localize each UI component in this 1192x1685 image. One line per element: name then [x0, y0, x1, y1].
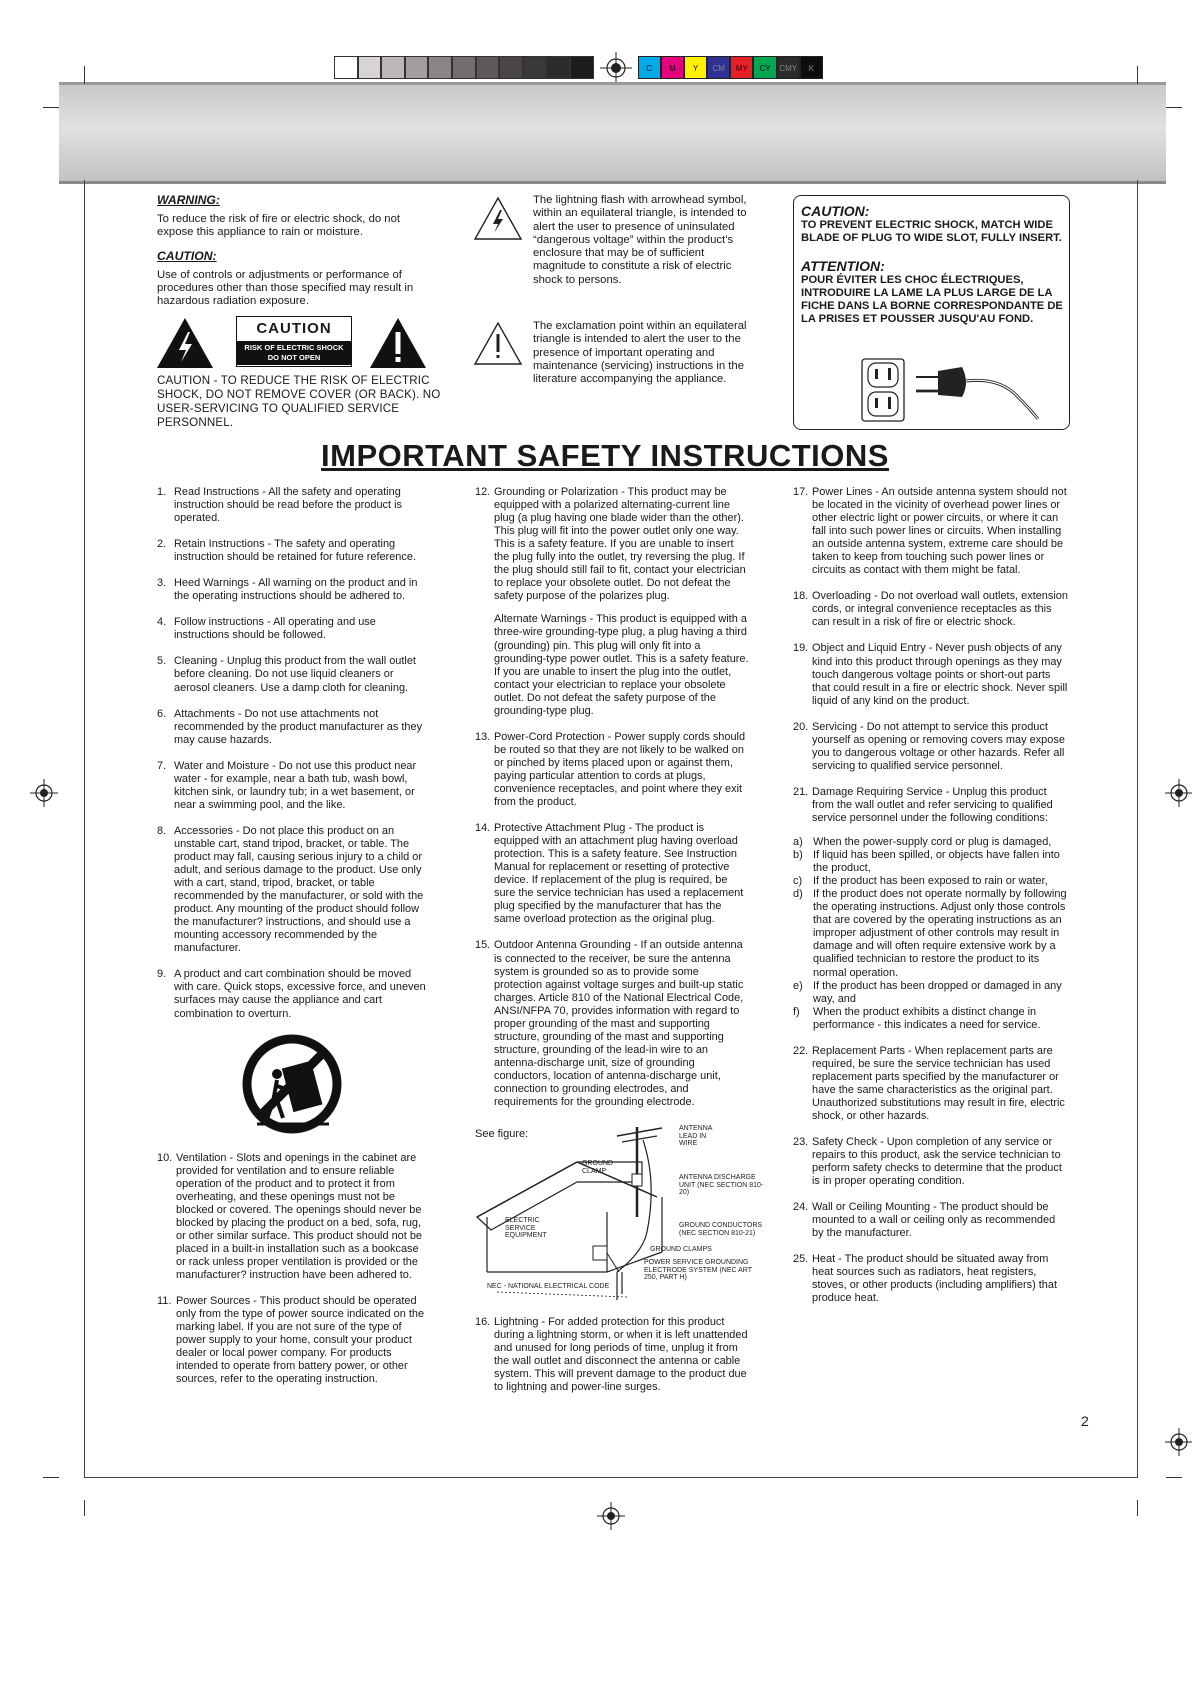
caution-caption: CAUTION - TO REDUCE THE RISK OF ELECTRIC SHOCK, DO NOT REMOVE COVER (OR BACK). NO USER-SERVICING TO QUALIFIED SERVICE PERSONNEL. — [157, 374, 441, 429]
warning-text: To reduce the risk of fire or electric shock, do not expose this appliance to rain or moisture. — [157, 213, 400, 239]
list-item-number: 24. — [793, 1201, 809, 1214]
list-item — [475, 731, 749, 809]
color-swatch: K — [800, 56, 823, 79]
list-item-number: 7. — [157, 759, 167, 772]
list-item-number: 17. — [793, 486, 809, 498]
list-item-text: A product and cart combination should be moved with care. Quick stops, excessive force, and uneven surfaces may cause the appliance and cart combination to overturn. — [174, 968, 426, 1020]
list-item-number: 5. — [157, 655, 167, 668]
list-item-text: Lightning - For added protection for this product during a lightning storm, or when it is left unattended and unused for long periods of time, unplug it from the wall outlet and disconnect the antenna or cable system. This will prevent damage to the product due to lightning and power-line surges. — [494, 1316, 748, 1394]
page-title: IMPORTANT SAFETY INSTRUCTIONS — [321, 438, 889, 473]
plug-caution-box — [793, 195, 1070, 430]
list-item-number: 2. — [157, 538, 167, 551]
registration-mark-icon — [30, 779, 58, 807]
frame-right-line — [1137, 180, 1138, 1477]
list-item-number: 3. — [157, 577, 167, 590]
crop-mark — [43, 1477, 59, 1478]
list-item-text: Read Instructions - All the safety and operating instruction should be read before the product is operated. — [174, 486, 403, 525]
condition-item — [793, 875, 1068, 888]
figure-label-power-service: POWER SERVICE GROUNDING ELECTRODE SYSTEM (NEC ART 250, PART H) — [644, 1259, 752, 1282]
figure-label-antenna-lead: ANTENNA LEAD IN WIRE — [679, 1125, 713, 1148]
list-item — [793, 590, 1068, 629]
gray-swatch — [523, 56, 547, 79]
list-item — [475, 939, 749, 1109]
crop-mark — [84, 66, 85, 84]
list-item — [793, 1253, 1068, 1305]
color-swatch: MY — [730, 56, 753, 79]
warning-label: WARNING: — [157, 193, 220, 207]
exclamation-description: The exclamation point within an equilateral triangle is intended to alert the user to the presence of important operating and maintenance (servicing) instructions in the literature accompanying the appliance. — [533, 320, 747, 386]
list-item — [157, 708, 430, 747]
gray-swatch — [476, 56, 500, 79]
list-item-number: 9. — [157, 968, 167, 981]
list-item-number: 11. — [157, 1295, 172, 1308]
list-item — [157, 760, 430, 812]
grayscale-swatches — [334, 56, 594, 79]
list-item-text: Damage Requiring Service - Unplug this product from the wall outlet and refer servicing to qualified service personnel under the following conditions: — [812, 785, 1053, 824]
list-item-text: Grounding or Polarization - This product may be equipped with a polarized alternating-current line plug (a plug having one blade wider than the other). This plug will fit into the power outlet only one way. This is a safety feature. If you are unable to insert the plug fully into the outlet, try reversing the plug. If the plug should still fail to fit, contact your electrician to replace your obsolete outlet. Do not defeat the safety purpose of the polarizes plug. — [494, 486, 746, 603]
condition-letter: b) — [793, 849, 803, 862]
caution-sign — [236, 316, 352, 367]
figure-label-nec-note: NEC - NATIONAL ELECTRICAL CODE — [487, 1283, 610, 1291]
list-item-text: Ventilation - Slots and openings in the cabinet are provided for ventilation and to ensure reliable operation of the product and to protect it from overheating, and these openings must not be blocked or covered. The openings should never be blocked by placing the product on a bed, sofa, rug, or other similar surface. This product should not be placed in a built-in installation such as a bookcase or rack unless proper ventilation is provided or the manufacturer? instruction have been adhered to. — [176, 1151, 423, 1281]
list-item-number: 8. — [157, 824, 167, 837]
figure-label-electric-service: ELECTRIC SERVICE EQUIPMENT — [505, 1217, 547, 1240]
list-item-number: 1. — [157, 486, 167, 498]
list-item-number: 20. — [793, 720, 809, 733]
registration-mark-icon — [1165, 779, 1192, 807]
list-item-text: Object and Liquid Entry - Never push objects of any kind into this product through openings as they may touch dangerous voltage points or short-out parts that could result in a fire or electric shock. Never spill liquid of any kind on the product. — [812, 642, 1068, 707]
gray-swatch — [405, 56, 429, 79]
attention-title: ATTENTION: — [801, 258, 885, 274]
list-item-text: Servicing - Do not attempt to service this product yourself as opening or removing covers may expose you to dangerous voltage or other hazards. Refer all servicing to qualified service personnel. — [812, 720, 1065, 772]
gray-swatch — [358, 56, 382, 79]
condition-letter: c) — [793, 875, 803, 888]
exclamation-triangle-icon — [368, 316, 428, 370]
list-item-text: Power-Cord Protection - Power supply cords should be routed so that they are not likely to be walked on or pinched by items placed upon or against them, paying particular attention to cords at plugs, convenience receptacles, and point where they exit from the product. — [494, 730, 746, 809]
list-item-number: 10. — [157, 1151, 173, 1164]
gray-swatch — [570, 56, 594, 79]
caution-box-title: CAUTION: — [801, 203, 870, 219]
list-item-text: Accessories - Do not place this product on an unstable cart, stand tripod, bracket, or table. The product may fall, causing serious injury to a child or adult, and serious damage to the product. Use only with a cart, stand, tripod, bracket, or table recommended by the manufacturer, or sold with the product. Any mounting of the product should follow the manufacturer? instructions, and should use a mounting accessory recommended by the manufacturer. — [174, 824, 424, 955]
page-number: 2 — [1081, 1413, 1089, 1429]
list-item-text: Power Sources - This product should be operated only from the type of power source indicated on the marking label. If you are not sure of the type of power supply to your home, consult your product dealer or local power company. For products intended to operate from battery power, or other sources, refer to the operating instruction. — [176, 1295, 425, 1386]
condition-letter: f) — [793, 1005, 800, 1018]
list-item — [157, 538, 430, 564]
alternate-warnings-text: Alternate Warnings - This product is equipped with a three-wire grounding-type plug, a plug having a third (grounding) pin. This plug will only fit into a grounding-type power outlet. This is a safety feature. If you are unable to insert the plug into the outlet, contact your electrician to replace your obsolete outlet. Do not defeat the safety purpose of the grounding-type plug. — [494, 613, 749, 717]
exclamation-outline-icon — [473, 321, 523, 366]
condition-letter: a) — [793, 836, 803, 849]
crop-mark — [1137, 66, 1138, 84]
condition-item — [793, 1006, 1068, 1032]
header-band — [59, 82, 1166, 184]
list-item — [157, 1152, 430, 1282]
condition-item — [793, 836, 1068, 849]
list-item — [793, 1045, 1068, 1123]
crop-mark — [43, 107, 59, 108]
outlet-plug-icon — [860, 357, 1040, 425]
column-3 — [793, 486, 1068, 1319]
list-item-text: Retain Instructions - The safety and operating instruction should be retained for future reference. — [174, 538, 416, 564]
list-item-text: Heed Warnings - All warning on the product and in the operating instructions should be adhered to. — [174, 577, 418, 603]
column-1 — [157, 486, 430, 1399]
list-item — [157, 825, 430, 955]
condition-text: When the product exhibits a distinct change in performance - this indicates a need for service. — [813, 1005, 1041, 1031]
list-item-text: Outdoor Antenna Grounding - If an outside antenna is connected to the receiver, be sure the antenna system is grounded so as to provide some protection against voltage surges and built-up static charges. Article 810 of the National Electrical Code, ANSI/NFPA 70, provides information with regard to proper grounding of the mast and supporting structure, grounding of the mast and supporting structure, grounding of the lead-in wire to an antenna-discharge unit, size of grounding conductors, location of antenna-discharge unit, connection to grounding electrodes, and requirements for the grounding electrode. — [494, 939, 744, 1109]
list-item — [793, 786, 1068, 825]
crop-mark — [1166, 107, 1182, 108]
condition-letter: d) — [793, 888, 803, 901]
color-swatch: CM — [707, 56, 730, 79]
gray-swatch — [546, 56, 570, 79]
list-item-number: 25. — [793, 1253, 809, 1266]
registration-mark-icon — [597, 1502, 625, 1530]
condition-text: If the product does not operate normally by following the operating instructions. Adjust only those controls that are covered by the operating instructions as an improper adjustment of other controls may result in damage and will often require extensive work by a qualified technician to restore the product to its normal operation. — [813, 888, 1067, 979]
gray-swatch — [428, 56, 452, 79]
warning-section — [157, 193, 429, 318]
frame-left-line — [84, 180, 85, 1477]
figure-label-ground-conductors: GROUND CONDUCTORS (NEC SECTION 810-21) — [679, 1222, 763, 1237]
column-2 — [475, 486, 764, 1407]
cart-tipover-icon — [237, 1034, 347, 1134]
condition-text: If the product has been exposed to rain or water, — [813, 875, 1048, 888]
list-item — [157, 655, 430, 694]
condition-item — [793, 888, 1068, 979]
list-item-number: 14. — [475, 822, 491, 835]
condition-item — [793, 849, 1068, 875]
color-swatch: CMY — [777, 56, 800, 79]
caution-box-body: TO PREVENT ELECTRIC SHOCK, MATCH WIDE BLADE OF PLUG TO WIDE SLOT, FULLY INSERT. — [801, 219, 1062, 244]
condition-letter: e) — [793, 979, 803, 992]
list-item: 12. Grounding or Polarization - This product may be equipped with a polarized alternating-current line plug (a plug having one blade wider than the other). This plug will fit into the power outlet only one way. This is a safety feature. If you are unable to insert the plug fully into the outlet, try reversing the plug. If the plug should still fail to fit, contact your electrician to replace your obsolete outlet. Do not defeat the safety purpose of the polarizes plug. — [475, 486, 746, 603]
list-item-text: Overloading - Do not overload wall outlets, extension cords, or integral convenience receptacles as this can result in a risk of fire or electric shock. — [812, 590, 1068, 629]
list-item-number: 21. — [793, 785, 809, 798]
list-item — [157, 1295, 430, 1386]
list-item-number: 6. — [157, 707, 167, 720]
lightning-triangle-icon — [155, 316, 215, 370]
list-item-number: 23. — [793, 1136, 809, 1149]
color-swatch: Y — [684, 56, 707, 79]
caution-sign-line2: DO NOT OPEN — [267, 353, 321, 362]
color-swatch: M — [661, 56, 684, 79]
caution-sign-banner — [237, 341, 351, 365]
list-item — [157, 616, 430, 642]
list-item — [793, 642, 1068, 707]
list-item-number: 4. — [157, 616, 167, 629]
color-swatch: CY — [753, 56, 776, 79]
list-item-text: Attachments - Do not use attachments not recommended by the product manufacturer as they may cause hazards. — [174, 707, 423, 746]
see-figure-label: See figure: — [475, 1128, 529, 1141]
gray-swatch — [334, 56, 358, 79]
list-item-text: Follow instructions - All operating and use instructions should be followed. — [174, 616, 376, 642]
list-item — [157, 577, 430, 603]
condition-text: If the product has been dropped or damaged in any way, and — [813, 979, 1062, 1005]
list-item-number: 19. — [793, 642, 809, 655]
condition-item — [793, 980, 1068, 1006]
caution-label: CAUTION: — [157, 249, 217, 264]
attention-body: POUR ÉVITER LES CHOC ÉLECTRIQUES, INTRODUIRE LA LAME LA PLUS LARGE DE LA FICHE DANS LA BORNE CORRESPONDANTE DE LA PRISES ET POUSSER JUSQU'AU FOND. — [801, 274, 1063, 325]
lightning-outline-icon — [473, 196, 523, 241]
list-item-number: 13. — [475, 730, 491, 743]
list-item — [793, 1136, 1068, 1188]
crop-mark — [1166, 1477, 1182, 1478]
color-swatches — [638, 56, 824, 79]
list-item — [475, 822, 749, 926]
list-item: 16. Lightning - For added protection for this product during a lightning storm, or when it is left unattended and unused for long periods of time, unplug it from the wall outlet and disconnect the antenna or cable system. This will prevent damage to the product due to lightning and power-line surges. — [475, 1316, 748, 1394]
lightning-description: The lightning flash with arrowhead symbol, within an equilateral triangle, is intended to alert the user to presence of uninsulated “dangerous voltage” within the product’s enclosure that may be of sufficient magnitude to constitute a risk of electric shock to persons. — [533, 194, 747, 286]
registration-mark-icon — [600, 52, 632, 84]
figure-label-ground-clamps: GROUND CLAMPS — [650, 1246, 712, 1254]
list-item — [157, 486, 430, 525]
list-item-text: Safety Check - Upon completion of any service or repairs to this product, ask the service technician to perform safety checks to determine that the product is in proper operating condition. — [812, 1136, 1062, 1188]
list-item-text: Power Lines - An outside antenna system should not be located in the vicinity of overhead power lines or other electric light or power circuits, or where it can fall into such power lines or circuits. When installing an outside antenna system, extreme care should be taken to keep from touching such power lines or circuits as contact with them might be fatal. — [812, 486, 1067, 577]
list-item — [793, 721, 1068, 773]
list-item-text: Heat - The product should be situated away from heat sources such as radiators, heat registers, stoves, or other products (including amplifiers) that produce heat. — [812, 1253, 1057, 1305]
print-color-bar — [334, 55, 823, 80]
list-item-text: Protective Attachment Plug - The product is equipped with an attachment plug having overload protection. This is a safety feature. See Instruction Manual for replacement or resetting of protective device. If replacement of the plug is required, be sure the service technician has used a replacement plug specified by the manufacturer that has the same overload protection as the original plug. — [494, 822, 744, 926]
registration-mark-icon — [1165, 1428, 1192, 1456]
gray-swatch — [452, 56, 476, 79]
figure-label-ground-clamp: GROUND CLAMP — [582, 1160, 614, 1175]
antenna-grounding-figure — [475, 1122, 764, 1314]
list-item-text: Replacement Parts - When replacement parts are required, be sure the service technician has used replacement parts specified by the manufacturer or have the same characteristics as the original part. Unauthorized substitutions may result in fire, electric shock, or other hazards. — [812, 1044, 1065, 1122]
caution-sign-line1: RISK OF ELECTRIC SHOCK — [244, 343, 344, 352]
list-item-number: 22. — [793, 1044, 809, 1057]
frame-bottom-line — [84, 1477, 1138, 1478]
crop-mark — [84, 1500, 85, 1516]
list-item — [793, 486, 1068, 577]
gray-swatch — [499, 56, 523, 79]
list-item-number: 15. — [475, 939, 491, 952]
caution-sign-title: CAUTION — [256, 320, 332, 337]
crop-mark — [1137, 1500, 1138, 1516]
condition-text: When the power-supply cord or plug is damaged, — [813, 836, 1052, 849]
caution-text: Use of controls or adjustments or performance of procedures other than those specified may result in hazardous radiation exposure. — [157, 269, 414, 308]
list-item — [793, 1201, 1068, 1240]
list-item — [157, 968, 430, 1020]
list-item-number: 18. — [793, 590, 809, 603]
list-item-text: Wall or Ceiling Mounting - The product should be mounted to a wall or ceiling only as recommended by the manufacturer. — [812, 1201, 1056, 1240]
color-swatch: C — [638, 56, 661, 79]
list-item-text: Cleaning - Unplug this product from the wall outlet before cleaning. Do not use liquid cleaners or aerosol cleaners. Use a damp cloth for cleaning. — [174, 655, 416, 694]
list-item-text: Water and Moisture - Do not use this product near water - for example, near a bath tub, wash bowl, kitchen sink, or laundry tub; in a wet basement, or near a swimming pool, and the like. — [174, 759, 417, 811]
figure-label-discharge-unit: ANTENNA DISCHARGE UNIT (NEC SECTION 810-20) — [679, 1174, 764, 1197]
condition-text: If liquid has been spilled, or objects have fallen into the product, — [813, 849, 1060, 875]
gray-swatch — [381, 56, 405, 79]
